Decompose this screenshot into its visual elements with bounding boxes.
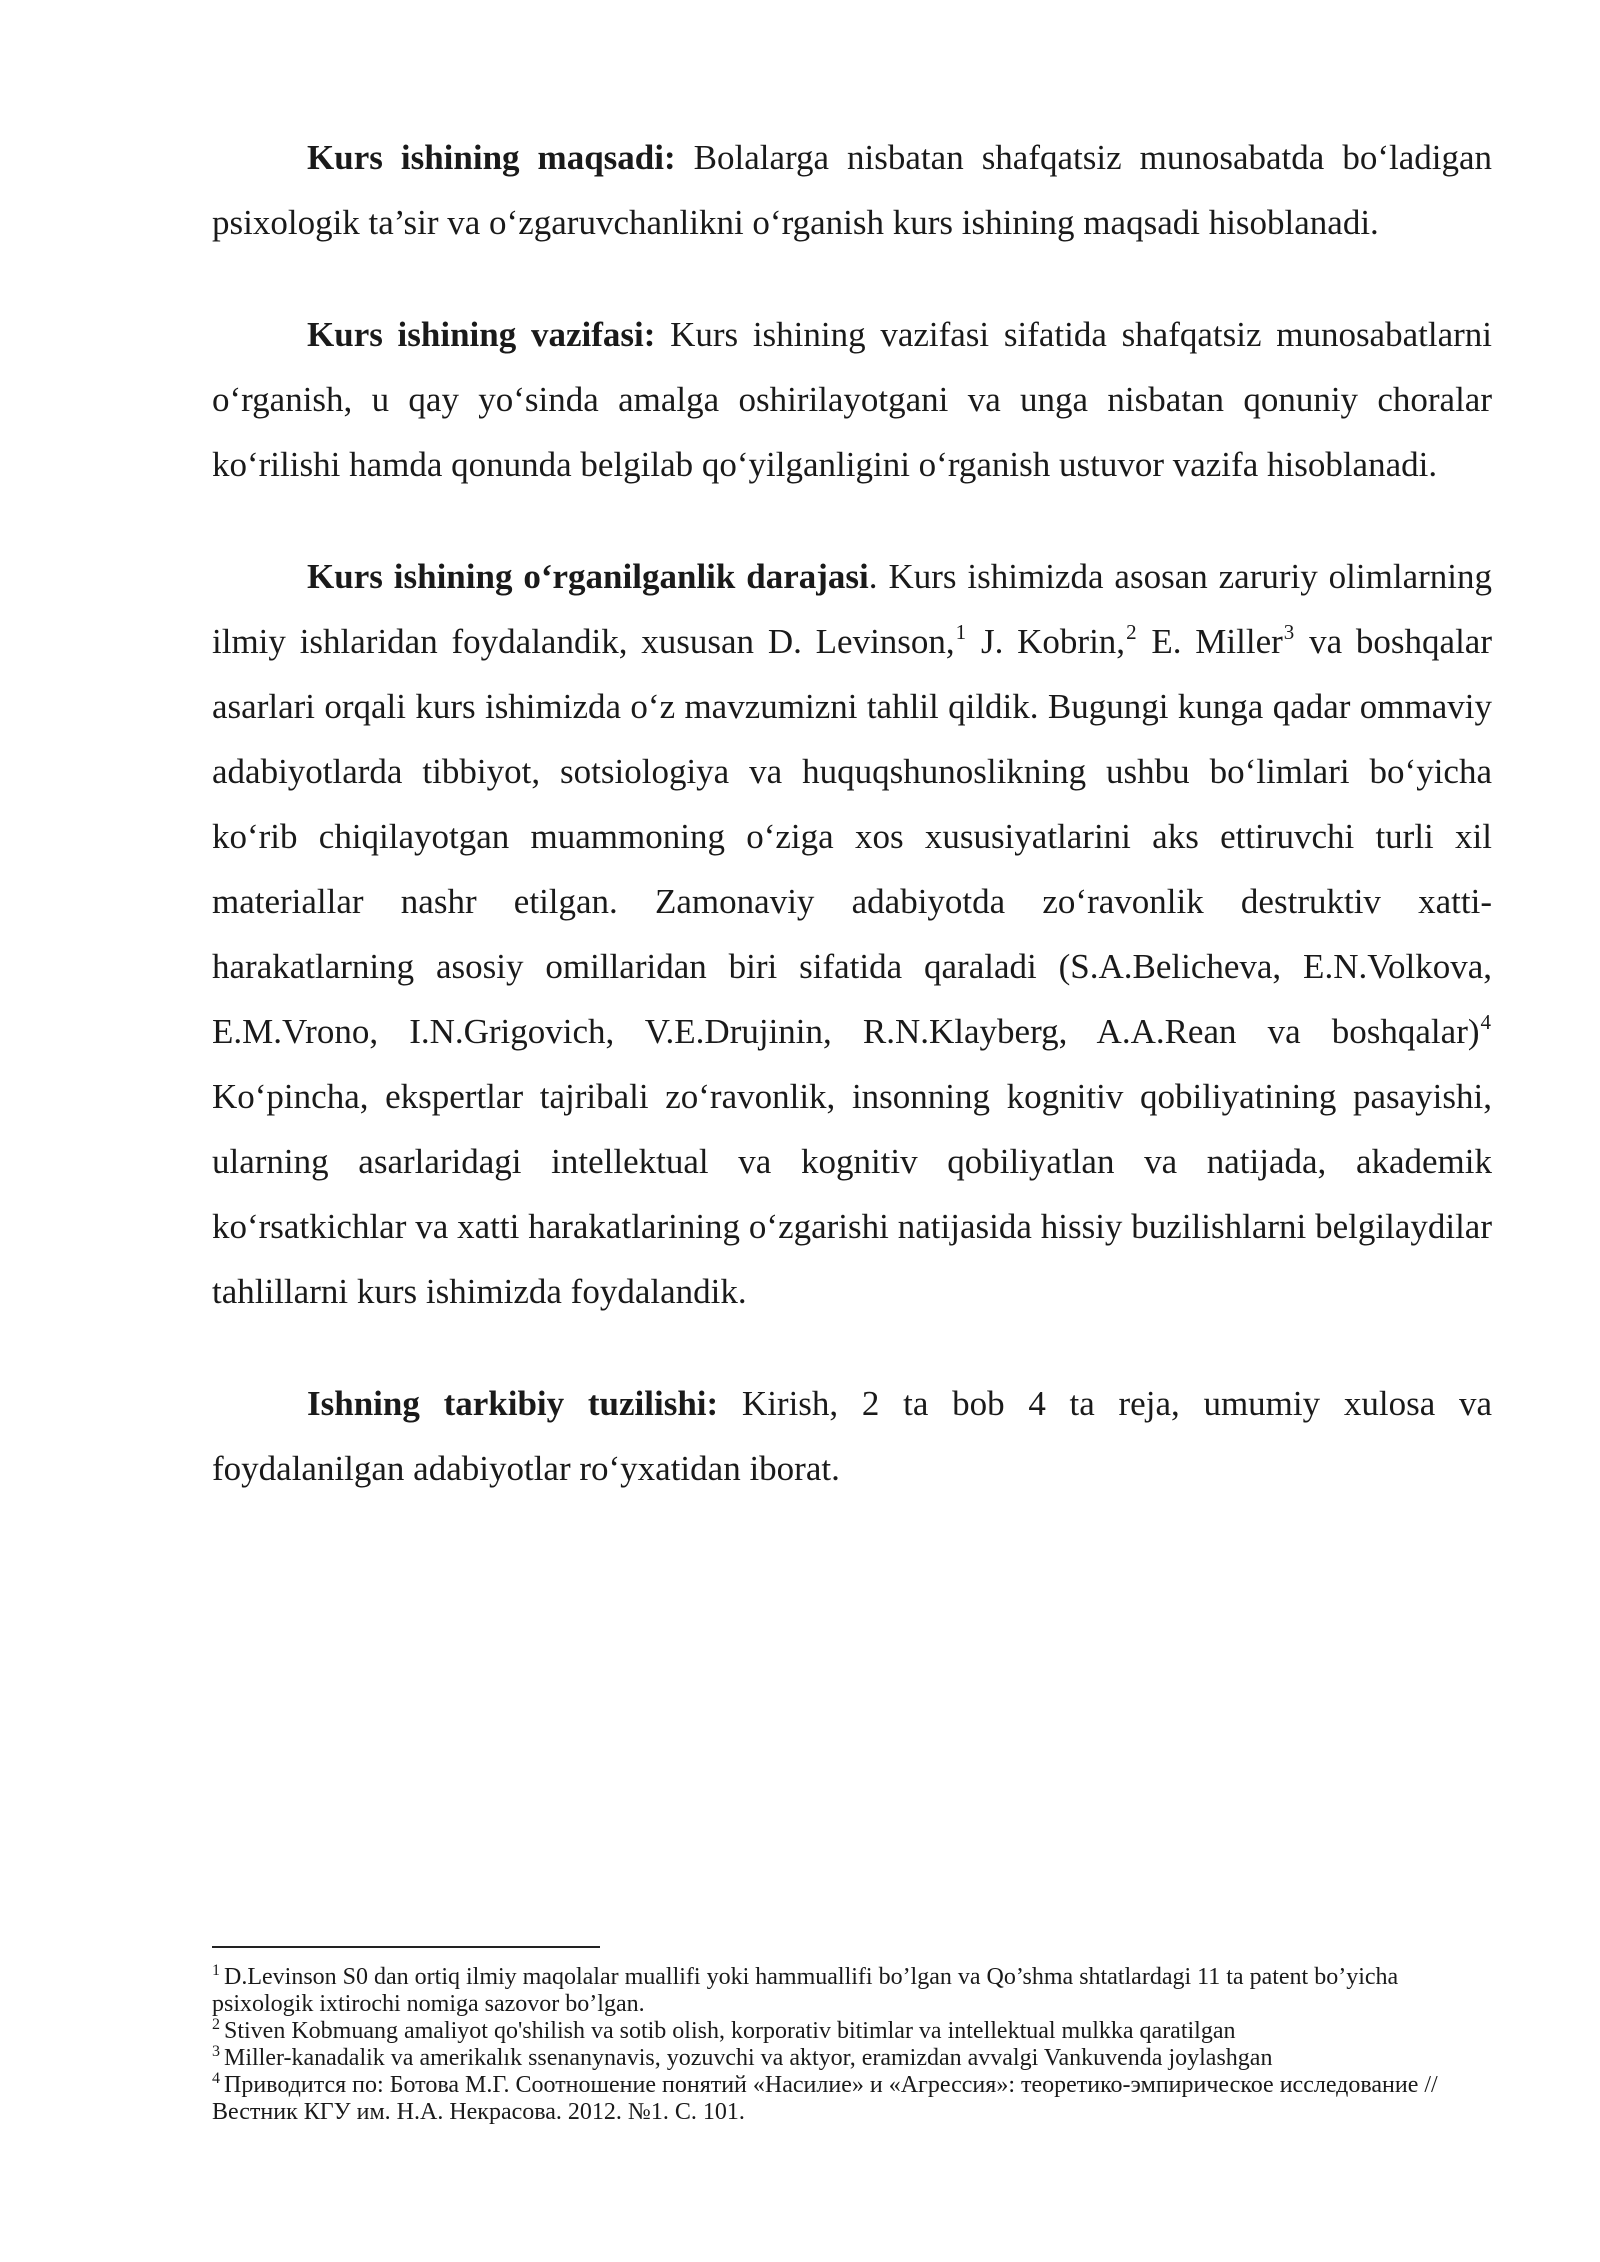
footnote-4: [212, 2072, 1492, 2126]
paragraph-study-level-text-c: E. Miller: [1137, 622, 1283, 661]
footnote-4-text: Приводится по: Ботова М.Г. Соотношение понятий «Насилие» и «Агрессия»: теоретико-эмпирическое исследование // Вестник КГУ им. Н.А. Некрасова. 2012. №1. С. 101.: [212, 2072, 1438, 2125]
paragraph-study-level-heading: Kurs ishining o‘rganilganlik darajasi: [307, 557, 869, 596]
footnote-1: [212, 1964, 1492, 2018]
paragraph-study-level-text-d: va boshqalar asarlari orqali kurs ishimizda o‘z mavzumizni tahlil qildik. Bugungi kunga qadar ommaviy adabiyotlarda tibbiyot, sotsiologiya va huquqshunoslikning ushbu bo‘limlari bo‘yicha ko‘rib chiqilayotgan muammoning o‘ziga xos xususiyatlarini aks ettiruvchi turli xil materiallar nashr etilgan. Zamonaviy adabiyotda zo‘ravonlik destruktiv xatti-harakatlarning asosiy omillaridan biri sifatida qaraladi (S.A.Belicheva, E.N.Volkova, E.M.Vrono, I.N.Grigovich, V.E.Drujinin, R.N.Klayberg, A.A.Rean va boshqalar): [212, 622, 1492, 1051]
paragraph-study-level-text-b: J. Kobrin,: [967, 622, 1126, 661]
footnote-2: [212, 2018, 1492, 2045]
paragraph-tasks-heading: Kurs ishining vazifasi:: [307, 315, 656, 354]
footnote-2-number: 2: [212, 2016, 220, 2033]
paragraph-study-level-text-a: . Kurs ishimizda asosan zaruriy olimlarning ilmiy ishlaridan foydalandik, xususan D. Levinson,: [212, 557, 1492, 661]
footnote-3-number: 3: [212, 2043, 220, 2060]
paragraph-study-level-text-e: Ko‘pincha, ekspertlar tajribali zo‘ravonlik, insonning kognitiv qobiliyatining pasayishi, ularning asarlaridagi intellektual va kognitiv qobiliyatlan va natijada, akademik ko‘rsatkichlar va xatti harakatlarining o‘zgarishi natijasida hissiy buzilishlarni belgilaydilar tahlillarni kurs ishimizda foydalandik.: [212, 1077, 1492, 1311]
footnote-4-number: 4: [212, 2070, 220, 2087]
paragraph-goal-text: Bolalarga nisbatan shafqatsiz munosabatda bo‘ladigan psixologik ta’sir va o‘zgaruvchanlikni o‘rganish kurs ishining maqsadi hisoblanadi.: [212, 138, 1492, 242]
footnote-2-text: Stiven Kobmuang amaliyot qo'shilish va sotib olish, korporativ bitimlar va intellektual mulkka qaratilgan: [224, 2018, 1236, 2044]
paragraph-tasks: [212, 302, 1492, 497]
footnote-3: [212, 2045, 1492, 2072]
footnote-1-number: 1: [212, 1962, 220, 1979]
paragraph-structure: [212, 1371, 1492, 1501]
footnote-separator: [212, 1946, 600, 1948]
paragraph-structure-heading: Ishning tarkibiy tuzilishi:: [307, 1384, 719, 1423]
footnotes-section: [212, 1946, 1492, 2126]
footnote-ref-2[interactable]: 2: [1126, 620, 1137, 644]
footnote-1-text: D.Levinson S0 dan ortiq ilmiy maqolalar muallifi yoki hammuallifi bo’lgan va Qo’shma shtatlardagi 11 ta patent bo’yicha psixologik ixtirochi nomiga sazovor bo’lgan.: [212, 1964, 1399, 2017]
paragraph-tasks-text: Kurs ishining vazifasi sifatida shafqatsiz munosabatlarni o‘rganish, u qay yo‘sinda amalga oshirilayotgani va unga nisbatan qonuniy choralar ko‘rilishi hamda qonunda belgilab qo‘yilganligini o‘rganish ustuvor vazifa hisoblanadi.: [212, 315, 1492, 484]
footnote-ref-1[interactable]: 1: [955, 620, 967, 644]
paragraph-goal-heading: Kurs ishining maqsadi:: [307, 138, 676, 177]
paragraph-study-level: [212, 544, 1492, 1324]
paragraph-structure-text: Kirish, 2 ta bob 4 ta reja, umumiy xulosa va foydalanilgan adabiyotlar ro‘yxatidan iborat.: [212, 1384, 1492, 1488]
paragraph-goal: [212, 125, 1492, 255]
footnote-ref-3[interactable]: 3: [1283, 620, 1295, 644]
footnote-3-text: Miller-kanadalik va amerikalık ssenanynavis, yozuvchi va aktyor, eramizdan avvalgi Vankuvenda joylashgan: [224, 2045, 1273, 2071]
footnote-ref-4[interactable]: 4: [1480, 1010, 1491, 1034]
document-body: [212, 125, 1492, 1548]
